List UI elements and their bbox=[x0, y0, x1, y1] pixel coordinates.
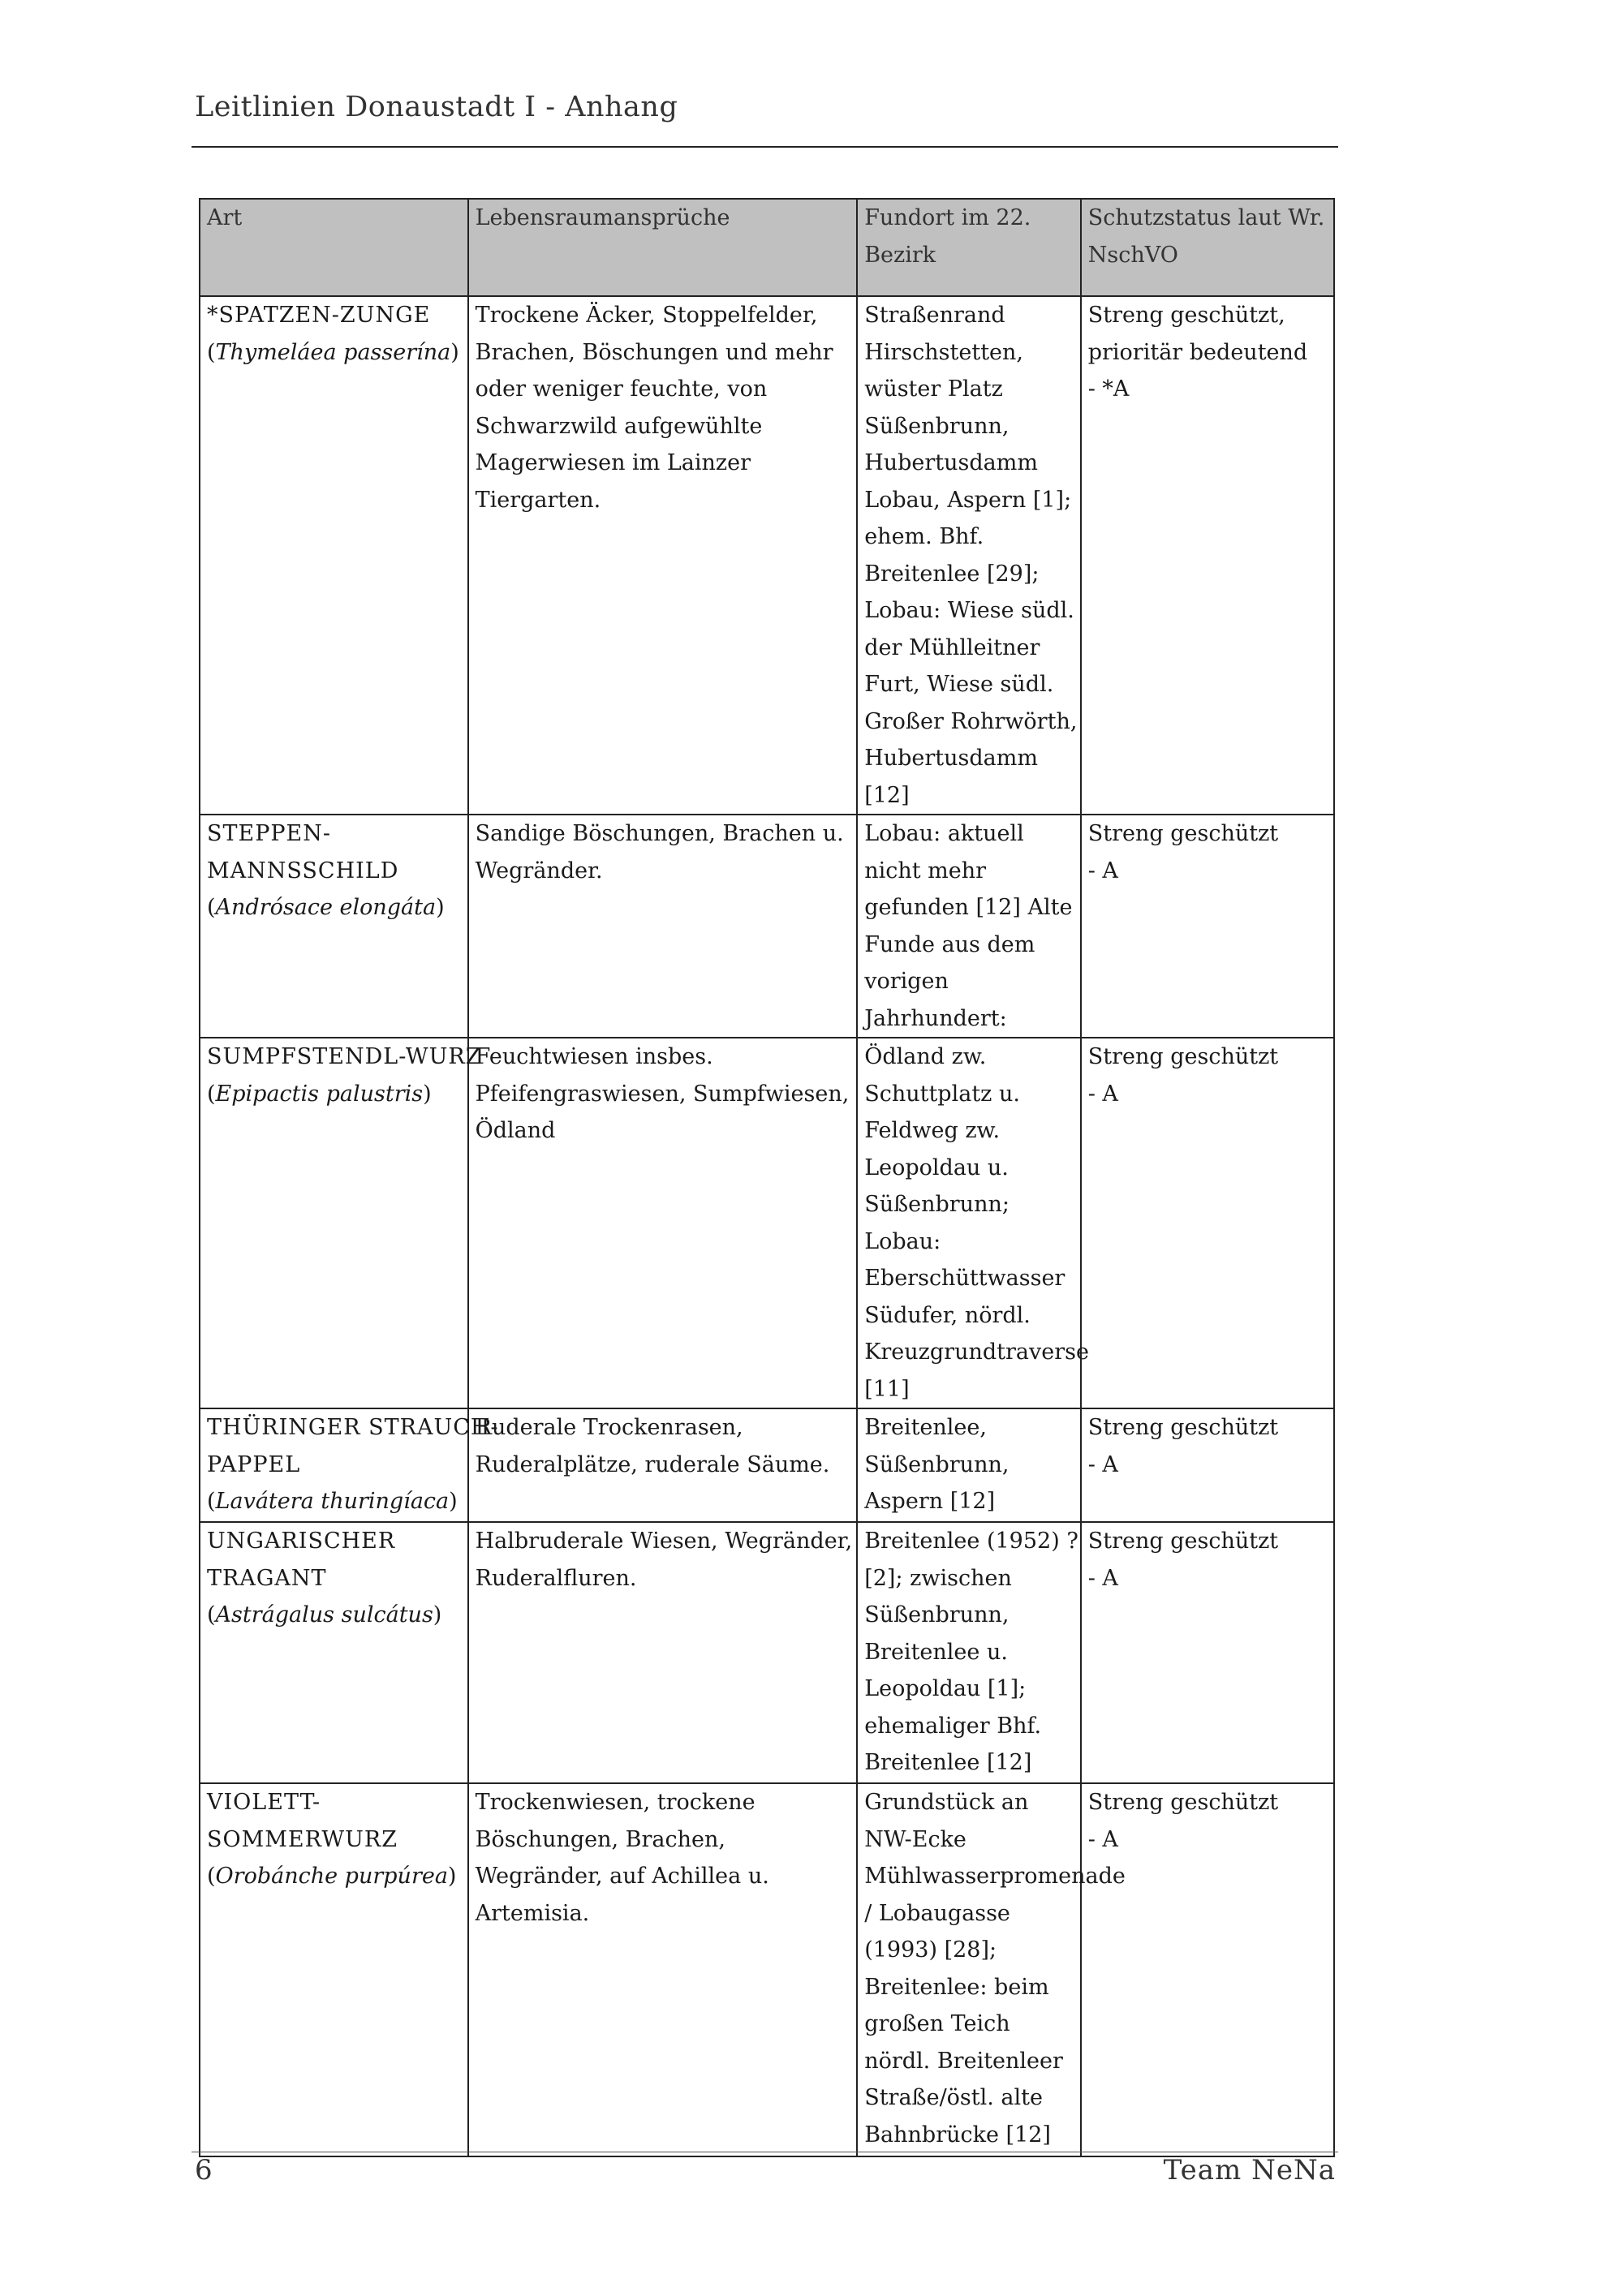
table-row bbox=[200, 815, 1334, 1038]
location-cell: Ödland zw. Schuttplatz u. Feldweg zw. Leopoldau u. Süßenbrunn; Lobau: Eberschüttwasser Südufer, nördl. Kreuzgrundtraverse [11] bbox=[857, 1038, 1081, 1408]
status-cell bbox=[1081, 296, 1334, 815]
species-latin-name: Lavátera thuringíaca bbox=[215, 1489, 450, 1514]
column-header-art: Art bbox=[200, 199, 468, 296]
status-cell bbox=[1081, 1522, 1334, 1783]
status-text: Streng geschützt bbox=[1087, 1044, 1279, 1069]
habitat-cell: Trockenwiesen, trockene Böschungen, Brachen, Wegränder, auf Achillea u. Artemisia. bbox=[468, 1783, 858, 2156]
status-cell bbox=[1081, 1783, 1334, 2156]
species-cell: VIOLETT- SOMMERWURZ (Orobánche purpúrea) bbox=[200, 1783, 468, 2156]
species-latin-name: Thymeláea passerína bbox=[215, 339, 451, 365]
location-cell: Lobau: aktuell nicht mehr gefunden [12] Alte Funde aus dem vorigen Jahrhundert: bbox=[857, 815, 1081, 1038]
species-common-name: STEPPEN- bbox=[207, 821, 332, 846]
status-cell bbox=[1081, 1408, 1334, 1522]
species-cell: STEPPEN- MANNSSCHILD (Andrósace elongáta) bbox=[200, 815, 468, 1038]
location-cell: Straßenrand Hirschstetten, wüster Platz Süßenbrunn, Hubertusdamm Lobau, Aspern [1]; ehem. Bhf. Breitenlee [29]; Lobau: Wiese südl. der Mühlleitner Furt, Wiese südl. Großer Rohrwörth, Hubertusdamm [12] bbox=[857, 296, 1081, 815]
habitat-cell: Trockene Äcker, Stoppelfelder, Brachen, Böschungen und mehr oder weniger feuchte, von Schwarzwild aufgewühlte Magerwiesen im Lainzer Tiergarten. bbox=[468, 296, 858, 815]
table-row bbox=[200, 1783, 1334, 2156]
species-common-name: SOMMERWURZ bbox=[207, 1826, 398, 1852]
status-text: Streng geschützt bbox=[1087, 1790, 1279, 1815]
table-row bbox=[200, 1408, 1334, 1522]
status-text: Streng geschützt, bbox=[1087, 303, 1285, 328]
habitat-cell: Sandige Böschungen, Brachen u. Wegränder. bbox=[468, 815, 858, 1038]
species-common-name: MANNSSCHILD bbox=[207, 858, 399, 884]
status-cell bbox=[1081, 1038, 1334, 1408]
species-cell: THÜRINGER STRAUCH- PAPPEL (Lavátera thuringíaca) bbox=[200, 1408, 468, 1522]
species-common-name: *SPATZEN-ZUNGE bbox=[207, 303, 431, 328]
column-header-habitat: Lebensraumansprüche bbox=[468, 199, 858, 296]
table-row bbox=[200, 1038, 1334, 1408]
species-latin-name: Andrósace elongáta bbox=[215, 895, 437, 920]
status-text: Streng geschützt bbox=[1087, 1415, 1279, 1440]
table-header-row bbox=[200, 199, 1334, 296]
species-common-name: SUMPFSTENDL-WURZ bbox=[207, 1044, 482, 1069]
species-common-name: THÜRINGER STRAUCH- bbox=[207, 1415, 499, 1440]
status-category: - A bbox=[1087, 858, 1118, 884]
status-text: prioritär bedeutend bbox=[1087, 339, 1308, 365]
header-divider bbox=[192, 146, 1338, 148]
species-common-name: PAPPEL bbox=[207, 1451, 301, 1477]
status-cell bbox=[1081, 815, 1334, 1038]
page-header-title: Leitlinien Donaustadt I - Anhang bbox=[195, 91, 678, 123]
species-table bbox=[199, 198, 1335, 2157]
species-cell: *SPATZEN-ZUNGE (Thymeláea passerína) bbox=[200, 296, 468, 815]
status-category: - A bbox=[1087, 1565, 1118, 1591]
status-category: - A bbox=[1087, 1826, 1118, 1852]
location-cell: Breitenlee (1952) ? [2]; zwischen Süßenbrunn, Breitenlee u. Leopoldau [1]; ehemaliger Bhf. Breitenlee [12] bbox=[857, 1522, 1081, 1783]
page-number: 6 bbox=[195, 2154, 213, 2186]
location-cell: Grundstück an NW-Ecke Mühlwasserpromenade / Lobaugasse (1993) [28]; Breitenlee: beim großen Teich nördl. Breitenleer Straße/östl. alte Bahnbrücke [12] bbox=[857, 1783, 1081, 2156]
table-row bbox=[200, 1522, 1334, 1783]
habitat-cell: Feuchtwiesen insbes. Pfeifengraswiesen, Sumpfwiesen, Ödland bbox=[468, 1038, 858, 1408]
species-cell: SUMPFSTENDL-WURZ (Epipactis palustris) bbox=[200, 1038, 468, 1408]
species-latin-name: Astrágalus sulcátus bbox=[215, 1602, 433, 1627]
habitat-cell: Ruderale Trockenrasen, Ruderalplätze, ruderale Säume. bbox=[468, 1408, 858, 1522]
column-header-location: Fundort im 22. Bezirk bbox=[857, 199, 1081, 296]
status-text: Streng geschützt bbox=[1087, 1529, 1279, 1554]
species-latin-name: Orobánche purpúrea bbox=[215, 1864, 448, 1889]
status-category: - A bbox=[1087, 1451, 1118, 1477]
habitat-cell: Halbruderale Wiesen, Wegränder, Ruderalfluren. bbox=[468, 1522, 858, 1783]
species-latin-name: Epipactis palustris bbox=[215, 1081, 424, 1107]
footer-team-name: Team NeNa bbox=[1163, 2154, 1336, 2186]
species-common-name: TRAGANT bbox=[207, 1565, 327, 1591]
location-cell: Breitenlee, Süßenbrunn, Aspern [12] bbox=[857, 1408, 1081, 1522]
table-row bbox=[200, 296, 1334, 815]
species-cell: UNGARISCHER TRAGANT (Astrágalus sulcátus) bbox=[200, 1522, 468, 1783]
status-text: Streng geschützt bbox=[1087, 821, 1279, 846]
status-category: - A bbox=[1087, 1081, 1118, 1107]
species-common-name: UNGARISCHER bbox=[207, 1529, 396, 1554]
column-header-status: Schutzstatus laut Wr. NschVO bbox=[1081, 199, 1334, 296]
species-common-name: VIOLETT- bbox=[207, 1790, 321, 1815]
status-category: - *A bbox=[1087, 376, 1130, 402]
